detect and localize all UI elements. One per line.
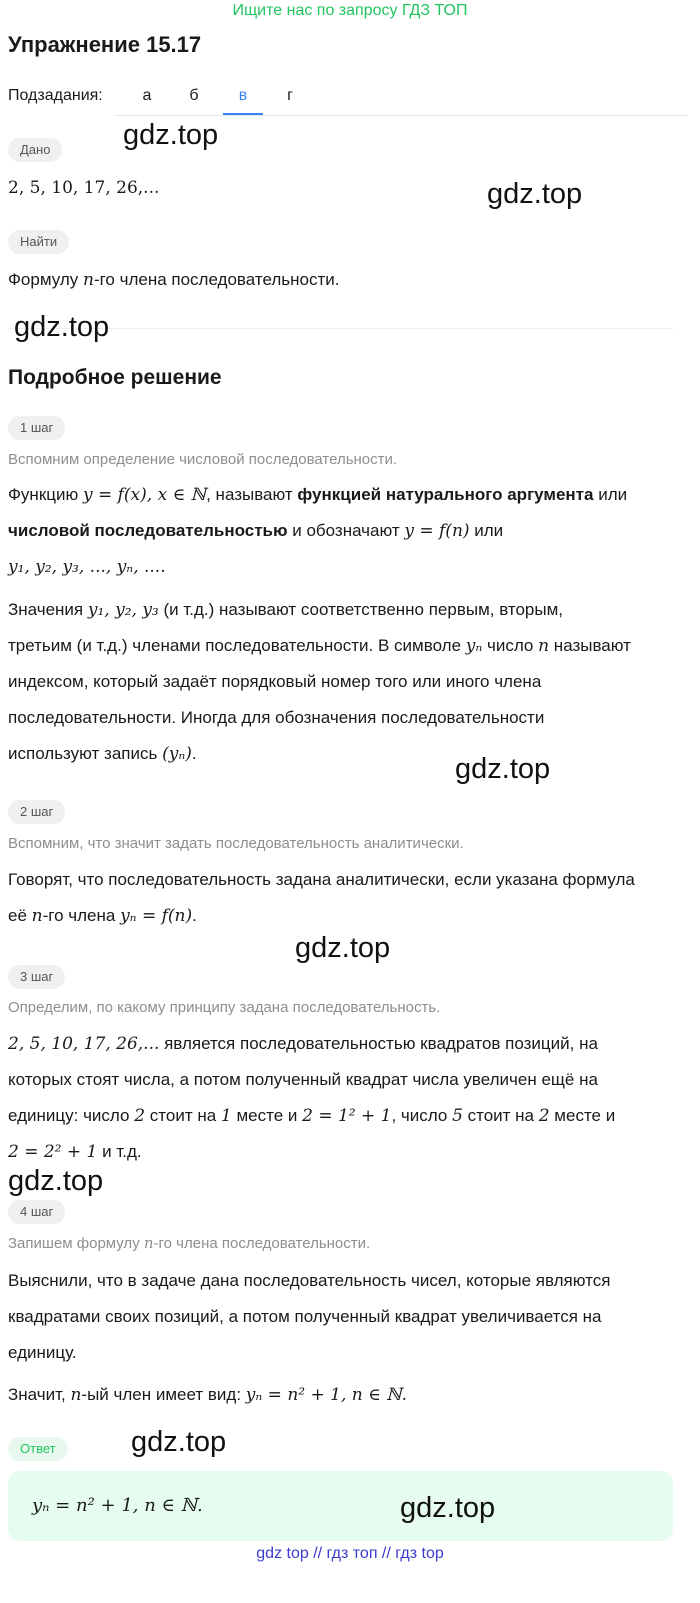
solution-title: Подробное решение — [8, 366, 222, 389]
subtasks-underline — [115, 115, 688, 116]
subtasks-bar — [8, 84, 688, 116]
step4-paragraph: Выяснили, что в задаче дана последовательность чисел, которые являются квадратами своих позиций, а потом полученный квадрат увеличивается на единицу. — [8, 1271, 611, 1362]
step1-paragraph2: Значения y₁, y₂, y₃ (и т.д.) называют соответственно первым, вторым, третьим (и т.д.) членами последовательности. В символе yₙ число n называют индексом, который задаёт порядковый номер того или иного члена последовательности. Иногда для обозначения последовательности используют запись (yₙ). — [8, 600, 631, 764]
answer-box — [8, 1471, 673, 1541]
answer-formula: yₙ = n² + 1, n ∈ ℕ. — [32, 1495, 203, 1516]
step2-paragraph: Говорят, что последовательность задана аналитически, если указана формула её n-го члена yₙ = f(n). — [8, 870, 635, 926]
step1-paragraph1: Функцию y = f(x), x ∈ ℕ, называют функцией натурального аргумента или числовой последовательностью и обозначают y = f(n) или y₁, y₂, y₃, ..., yₙ, .... — [8, 485, 628, 577]
step4-hint: Запишем формулу n-го члена последовательности. — [8, 1234, 371, 1252]
footer-links[interactable]: gdz top // гдз топ // гдз top — [256, 1545, 444, 1562]
watermark: gdz.top — [14, 311, 110, 343]
step4-conclusion: Значит, n-ый член имеет вид: yₙ = n² + 1, n ∈ ℕ. — [8, 1385, 408, 1405]
watermark: gdz.top — [400, 1492, 496, 1524]
step3-hint: Определим, по какому принципу задана последовательность. — [8, 999, 441, 1016]
tab-a[interactable]: а — [142, 87, 152, 104]
watermark: gdz.top — [455, 753, 551, 785]
page-title: Упражнение 15.17 — [8, 32, 202, 57]
given-sequence — [8, 170, 688, 206]
watermark: gdz.top — [131, 1426, 227, 1458]
search-banner[interactable]: Ищите нас по запросу ГДЗ ТОП — [232, 2, 468, 19]
tab-b[interactable]: б — [189, 87, 199, 104]
watermark: gdz.top — [8, 1165, 104, 1197]
watermark: gdz.top — [295, 932, 391, 964]
given-badge: Дано — [8, 138, 62, 162]
step1-hint: Вспомним определение числовой последовательности. — [8, 451, 398, 468]
tab-g[interactable]: г — [287, 87, 293, 104]
watermark: gdz.top — [487, 178, 583, 210]
step3-paragraph: 2, 5, 10, 17, 26,... является последовательностью квадратов позиций, на которых стоят числа, а потом полученный квадрат числа увеличен ещё на единицу: число 2 стоит на 1 месте и 2 = 1² + 1, число 5 стоит на 2 месте и 2 = 2² + 1 и т.д. — [8, 1034, 616, 1162]
given-sequence-math: 2, 5, 10, 17, 26,... — [8, 178, 160, 198]
find-badge: Найти — [8, 230, 69, 254]
find-text: Формулу n-го члена последовательности. — [8, 270, 340, 290]
step4-badge: 4 шаг — [8, 1200, 65, 1224]
answer-badge: Ответ — [8, 1437, 68, 1461]
tab-v-active[interactable]: в — [223, 84, 263, 115]
watermark: gdz.top — [123, 119, 219, 151]
step1-badge: 1 шаг — [8, 416, 65, 440]
step2-hint: Вспомним, что значит задать последовательность аналитически. — [8, 835, 464, 852]
step3-badge: 3 шаг — [8, 965, 65, 989]
step2-badge: 2 шаг — [8, 800, 65, 824]
subtasks-label: Подзадания: — [8, 87, 103, 104]
